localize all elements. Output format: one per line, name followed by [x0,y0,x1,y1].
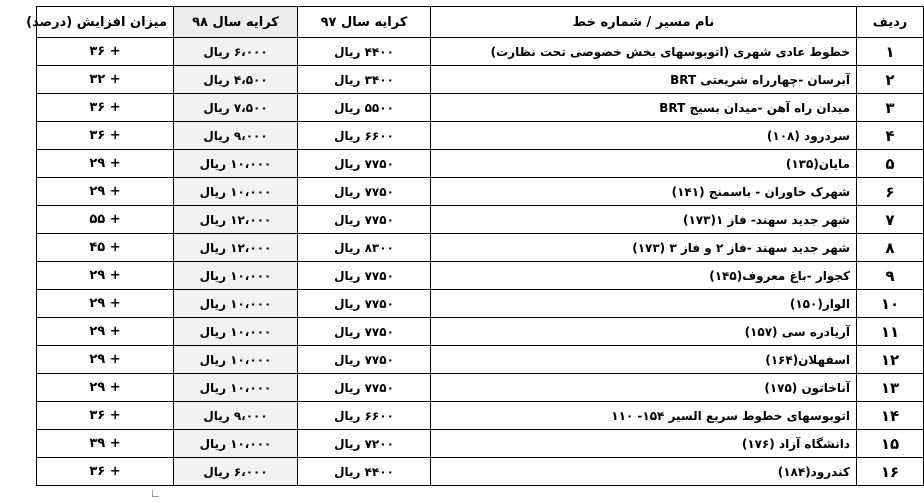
fare-98-cell: ۱۰،۰۰۰ ریال [174,318,298,346]
fare-table [26,6,924,486]
row-number-cell: ۸ [857,234,924,262]
fare-97-cell: ۷۲۰۰ ریال [298,430,431,458]
fare-97-cell: ۵۵۰۰ ریال [298,94,431,122]
row-number-cell: ۱۶ [857,458,924,486]
row-number-cell: ۱۲ [857,346,924,374]
row-number-cell: ۴ [857,122,924,150]
row-number-cell: ۵ [857,150,924,178]
increase-percent-cell: + ۳۶ [37,122,174,150]
row-number-cell: ۱۳ [857,374,924,402]
row-number-cell: ۱۰ [857,290,924,318]
fare-98-cell: ۱۲،۰۰۰ ریال [174,206,298,234]
table-row [37,430,924,458]
route-name-cell: آبرسان -چهارراه شریعتی BRT [431,66,857,94]
table-body [37,38,924,486]
table-row [37,206,924,234]
increase-percent-cell: + ۲۹ [37,346,174,374]
fare-98-cell: ۱۰،۰۰۰ ریال [174,374,298,402]
increase-percent-cell: + ۳۶ [37,94,174,122]
fare-97-cell: ۸۳۰۰ ریال [298,234,431,262]
route-name-cell: شهر جدید سهند -فاز ۲ و فاز ۳ (۱۷۳) [431,234,857,262]
row-number-cell: ۹ [857,262,924,290]
fare-97-cell: ۷۷۵۰ ریال [298,346,431,374]
fare-97-cell: ۴۴۰۰ ریال [298,458,431,486]
fare-98-cell: ۱۰،۰۰۰ ریال [174,150,298,178]
header-row [37,7,924,38]
fare-98-cell: ۴،۵۰۰ ریال [174,66,298,94]
header-fare-97: کرایه سال ۹۷ [298,7,431,38]
fare-97-cell: ۷۷۵۰ ریال [298,178,431,206]
increase-percent-cell: + ۴۵ [37,234,174,262]
route-name-cell: اتوبوسهای خطوط سریع السیر ۱۵۴- ۱۱۰ [431,402,857,430]
table-row [37,290,924,318]
route-name-cell: شهر جدید سهند- فاز ۱(۱۷۳) [431,206,857,234]
fare-98-cell: ۶،۰۰۰ ریال [174,38,298,66]
fare-98-cell: ۹،۰۰۰ ریال [174,402,298,430]
fare-97-cell: ۷۷۵۰ ریال [298,374,431,402]
row-number-cell: ۱۵ [857,430,924,458]
increase-percent-cell: + ۳۹ [37,430,174,458]
table-row [37,66,924,94]
increase-percent-cell: + ۳۶ [37,38,174,66]
table-row [37,122,924,150]
fare-98-cell: ۹،۰۰۰ ریال [174,122,298,150]
table-row [37,346,924,374]
fare-98-cell: ۷،۵۰۰ ریال [174,94,298,122]
corner-mark [152,490,159,497]
route-name-cell: سردرود (۱۰۸) [431,122,857,150]
header-row-number: ردیف [857,7,924,38]
route-name-cell: شهرک خاوران - باسمنج (۱۴۱) [431,178,857,206]
route-name-cell: کندرود(۱۸۴) [431,458,857,486]
route-name-cell: آریادره سی (۱۵۷) [431,318,857,346]
route-name-cell: میدان راه آهن -میدان بسیج BRT [431,94,857,122]
fare-97-cell: ۷۷۵۰ ریال [298,206,431,234]
fare-97-cell: ۷۷۵۰ ریال [298,290,431,318]
route-name-cell: مایان(۱۳۵) [431,150,857,178]
fare-98-cell: ۱۰،۰۰۰ ریال [174,346,298,374]
fare-98-cell: ۱۰،۰۰۰ ریال [174,290,298,318]
table-row [37,234,924,262]
route-name-cell: کجوار -باغ معروف(۱۴۵) [431,262,857,290]
fare-97-cell: ۴۴۰۰ ریال [298,38,431,66]
table-row [37,150,924,178]
increase-percent-cell: + ۳۲ [37,66,174,94]
fare-98-cell: ۱۲،۰۰۰ ریال [174,234,298,262]
table-row [37,38,924,66]
row-number-cell: ۱۱ [857,318,924,346]
fare-98-cell: ۱۰،۰۰۰ ریال [174,430,298,458]
fare-97-cell: ۷۷۵۰ ریال [298,262,431,290]
table-row [37,178,924,206]
table-row [37,402,924,430]
increase-percent-cell: + ۳۶ [37,458,174,486]
increase-percent-cell: + ۲۹ [37,262,174,290]
row-number-cell: ۳ [857,94,924,122]
table-row [37,318,924,346]
table-row [37,374,924,402]
route-name-cell: دانشگاه آزاد (۱۷۶) [431,430,857,458]
table-row [37,262,924,290]
increase-percent-cell: + ۵۵ [37,206,174,234]
increase-percent-cell: + ۲۹ [37,150,174,178]
increase-percent-cell: + ۲۹ [37,374,174,402]
row-number-cell: ۱ [857,38,924,66]
increase-percent-cell: + ۲۹ [37,290,174,318]
row-number-cell: ۷ [857,206,924,234]
fare-98-cell: ۱۰،۰۰۰ ریال [174,178,298,206]
header-fare-98: کرایه سال ۹۸ [174,7,298,38]
table-row [37,94,924,122]
route-name-cell: الوار(۱۵۰) [431,290,857,318]
fare-97-cell: ۶۶۰۰ ریال [298,402,431,430]
fare-98-cell: ۶،۰۰۰ ریال [174,458,298,486]
header-route-name: نام مسیر / شماره خط [431,7,857,38]
row-number-cell: ۱۴ [857,402,924,430]
route-name-cell: آناخاتون (۱۷۵) [431,374,857,402]
increase-percent-cell: + ۲۹ [37,318,174,346]
increase-percent-cell: + ۳۶ [37,402,174,430]
header-increase-percent: میزان افزایش (درصد) [37,7,174,38]
fare-97-cell: ۶۶۰۰ ریال [298,122,431,150]
route-name-cell: خطوط عادی شهری (اتوبوسهای بخش خصوصی تحت نظارت) [431,38,857,66]
fare-97-cell: ۷۷۵۰ ریال [298,150,431,178]
increase-percent-cell: + ۲۹ [37,178,174,206]
fare-98-cell: ۱۰،۰۰۰ ریال [174,262,298,290]
fare-97-cell: ۳۴۰۰ ریال [298,66,431,94]
route-name-cell: اسفهلان(۱۶۴) [431,346,857,374]
row-number-cell: ۶ [857,178,924,206]
table-row [37,458,924,486]
fare-97-cell: ۷۷۵۰ ریال [298,318,431,346]
row-number-cell: ۲ [857,66,924,94]
